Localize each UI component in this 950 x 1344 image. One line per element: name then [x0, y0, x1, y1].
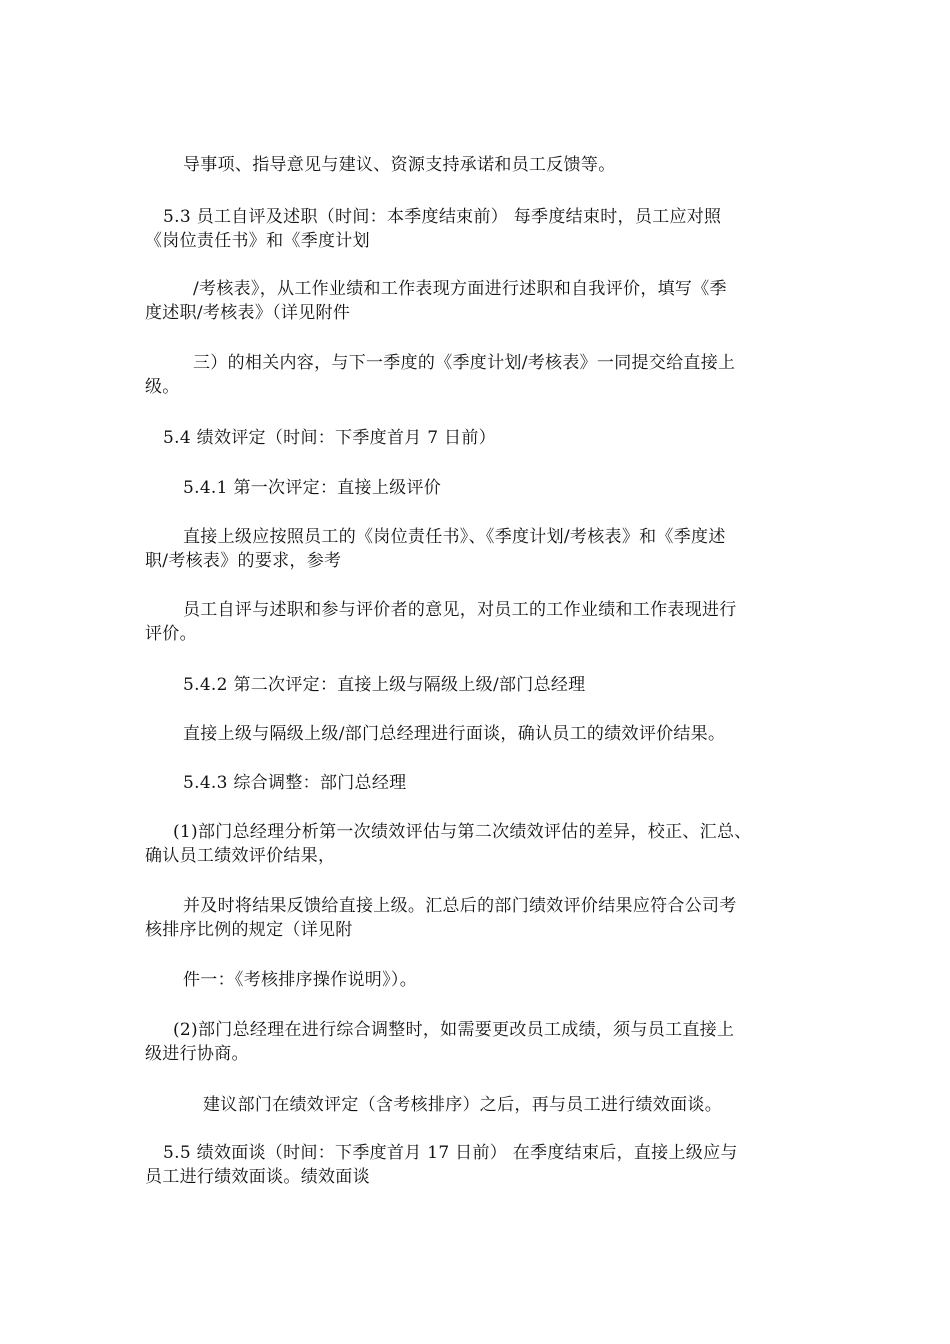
paragraph-5-3-self-evaluation	[145, 205, 815, 253]
paragraph-recommendation	[145, 1093, 815, 1117]
text-line: 建议部门在绩效评定（含考核排序）之后，再与员工进行绩效面谈。	[203, 1095, 722, 1115]
section-heading-5-4-3: 5.4.3 综合调整：部门总经理	[183, 773, 407, 793]
paragraph-confirm-results	[145, 722, 815, 746]
paragraph-feedback-to-supervisor	[145, 894, 815, 942]
text-line: (2)部门总经理在进行综合调整时，如需要更改员工成绩，须与员工直接上	[173, 1020, 735, 1040]
text-line: 三）的相关内容，与下一季度的《季度计划/考核表》一同提交给直接上	[193, 353, 736, 373]
text-line: 职/考核表》的要求，参考	[145, 551, 342, 571]
paragraph-5-5-performance-interview	[145, 1141, 815, 1189]
text-line: 直接上级与隔级上级/部门总经理进行面谈，确认员工的绩效评价结果。	[183, 724, 726, 744]
paragraph-submission	[145, 351, 815, 399]
text-line: 级进行协商。	[145, 1044, 249, 1064]
paragraph-5-4-3-adjustment	[145, 771, 815, 795]
text-line: (1)部门总经理分析第一次绩效评估与第二次绩效评估的差异，校正、汇总、	[173, 822, 752, 842]
paragraph-supervisor-reference	[145, 525, 815, 573]
paragraph-5-4-2-second-rating	[145, 673, 815, 697]
section-heading-5-4: 5.4 绩效评定（时间：下季度首月 7 日前）	[163, 428, 496, 448]
text-line: 《岗位责任书》和《季度计划	[145, 231, 370, 251]
paragraph-employee-evaluation	[145, 598, 815, 646]
text-line: 级。	[145, 377, 180, 397]
text-line: 并及时将结果反馈给直接上级。汇总后的部门绩效评价结果应符合公司考	[183, 896, 737, 916]
paragraph-assessment-form	[145, 277, 815, 325]
text-line: 核排序比例的规定（详见附	[145, 920, 353, 940]
text-line: 员工进行绩效面谈。绩效面谈	[145, 1167, 370, 1187]
paragraph-adjustment-item-1	[145, 820, 815, 868]
text-line: 件一：《考核排序操作说明》）。	[183, 970, 417, 990]
text-line: /考核表》，从工作业绩和工作表现方面进行述职和自我评价，填写《季	[193, 279, 727, 299]
paragraph-attachment-one	[145, 968, 815, 992]
text-line: 直接上级应按照员工的《岗位责任书》、《季度计划/考核表》和《季度述	[183, 527, 726, 547]
section-heading-5-5: 5.5 绩效面谈（时间：下季度首月 17 日前） 在季度结束后，直接上级应与	[163, 1143, 738, 1163]
text-line: 导事项、指导意见与建议、资源支持承诺和员工反馈等。	[183, 155, 616, 175]
section-heading-5-4-1: 5.4.1 第一次评定：直接上级评价	[183, 478, 442, 498]
paragraph-feedback-items	[145, 153, 815, 177]
text-line: 度述职/考核表》（详见附件	[145, 303, 351, 323]
text-line: 员工自评与述职和参与评价者的意见，对员工的工作业绩和工作表现进行	[183, 600, 737, 620]
paragraph-adjustment-item-2	[145, 1018, 815, 1066]
section-heading-5-3: 5.3 员工自评及述职（时间：本季度结束前） 每季度结束时，员工应对照	[163, 207, 722, 227]
paragraph-5-4-performance-rating	[145, 426, 815, 450]
text-line: 确认员工绩效评价结果，	[145, 846, 336, 866]
paragraph-5-4-1-first-rating	[145, 476, 815, 500]
text-line: 评价。	[145, 624, 197, 644]
section-heading-5-4-2: 5.4.2 第二次评定：直接上级与隔级上级/部门总经理	[183, 675, 586, 695]
